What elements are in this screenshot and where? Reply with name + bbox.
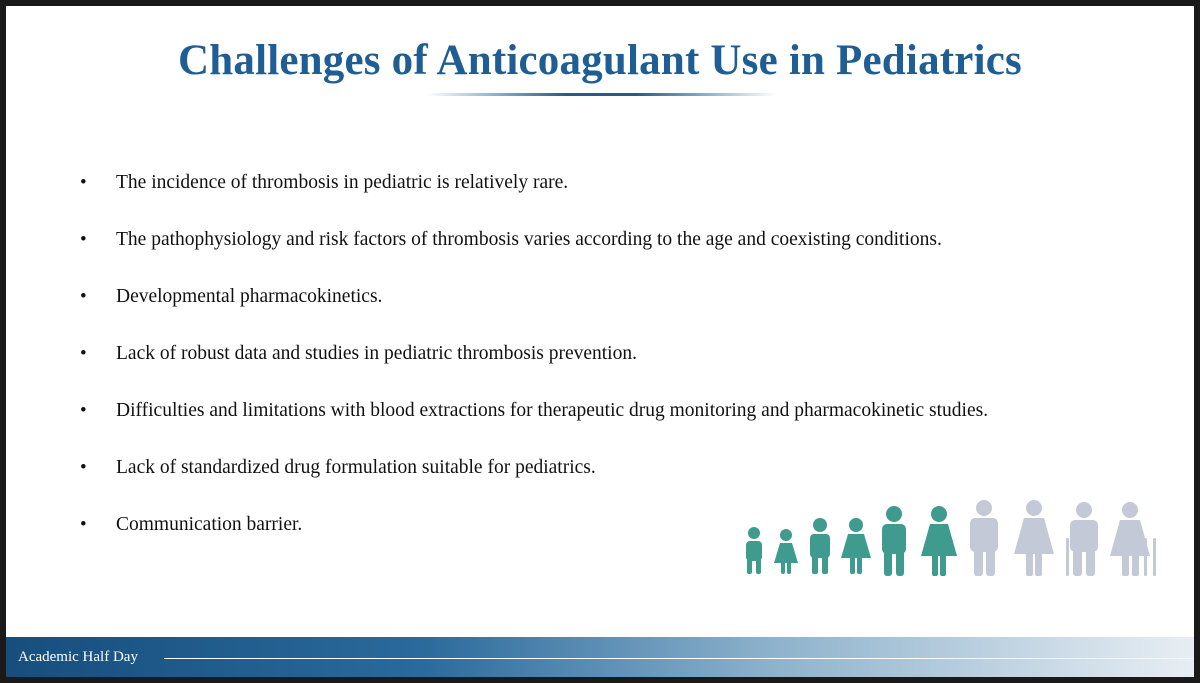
- bullet-dot: •: [80, 457, 87, 478]
- title-underline: [426, 93, 776, 96]
- slide-title: Challenges of Anticoagulant Use in Pediatrics: [178, 37, 1022, 84]
- bullet-item: [76, 398, 1116, 424]
- bullet-text: Communication barrier.: [116, 514, 303, 535]
- bullet-dot: •: [80, 514, 87, 535]
- adult-figure-icon: [1014, 500, 1054, 576]
- slide: [6, 6, 1194, 677]
- footer-divider: [164, 658, 1194, 659]
- bullet-text: The incidence of thrombosis in pediatric is relatively rare.: [116, 172, 569, 193]
- bullet-item: [76, 455, 1116, 481]
- bullet-dot: •: [80, 343, 87, 364]
- bullet-text: The pathophysiology and risk factors of thrombosis varies according to the age and coexisting conditions.: [116, 229, 942, 250]
- footer-bar: [6, 637, 1194, 677]
- bullet-text: Difficulties and limitations with blood extractions for therapeutic drug monitoring and pharmacokinetic studies.: [116, 400, 989, 421]
- adult-figure-icon: [970, 500, 998, 576]
- child-figure-icon: [810, 518, 830, 574]
- bullet-text: Developmental pharmacokinetics.: [116, 286, 383, 307]
- elderly-figure-icon: [1110, 502, 1156, 576]
- bullet-text: Lack of standardized drug formulation suitable for pediatrics.: [116, 457, 596, 478]
- bullet-dot: •: [80, 400, 87, 421]
- bullet-item: [76, 284, 1116, 310]
- bullet-dot: •: [80, 229, 87, 250]
- bullet-dot: •: [80, 286, 87, 307]
- child-figure-icon: [841, 518, 871, 574]
- bullet-dot: •: [80, 172, 87, 193]
- bullet-item: [76, 170, 1116, 196]
- child-figure-icon: [774, 529, 798, 574]
- child-figure-icon: [746, 527, 762, 574]
- bullet-item: [76, 227, 1116, 253]
- bullet-text: Lack of robust data and studies in pediatric thrombosis prevention.: [116, 343, 637, 364]
- teen-figure-icon: [882, 506, 906, 576]
- teen-figure-icon: [921, 506, 957, 576]
- elderly-figure-icon: [1066, 502, 1098, 576]
- bullet-item: [76, 341, 1116, 367]
- people-age-progression-icon: [736, 498, 1156, 580]
- footer-label: Academic Half Day: [18, 649, 138, 665]
